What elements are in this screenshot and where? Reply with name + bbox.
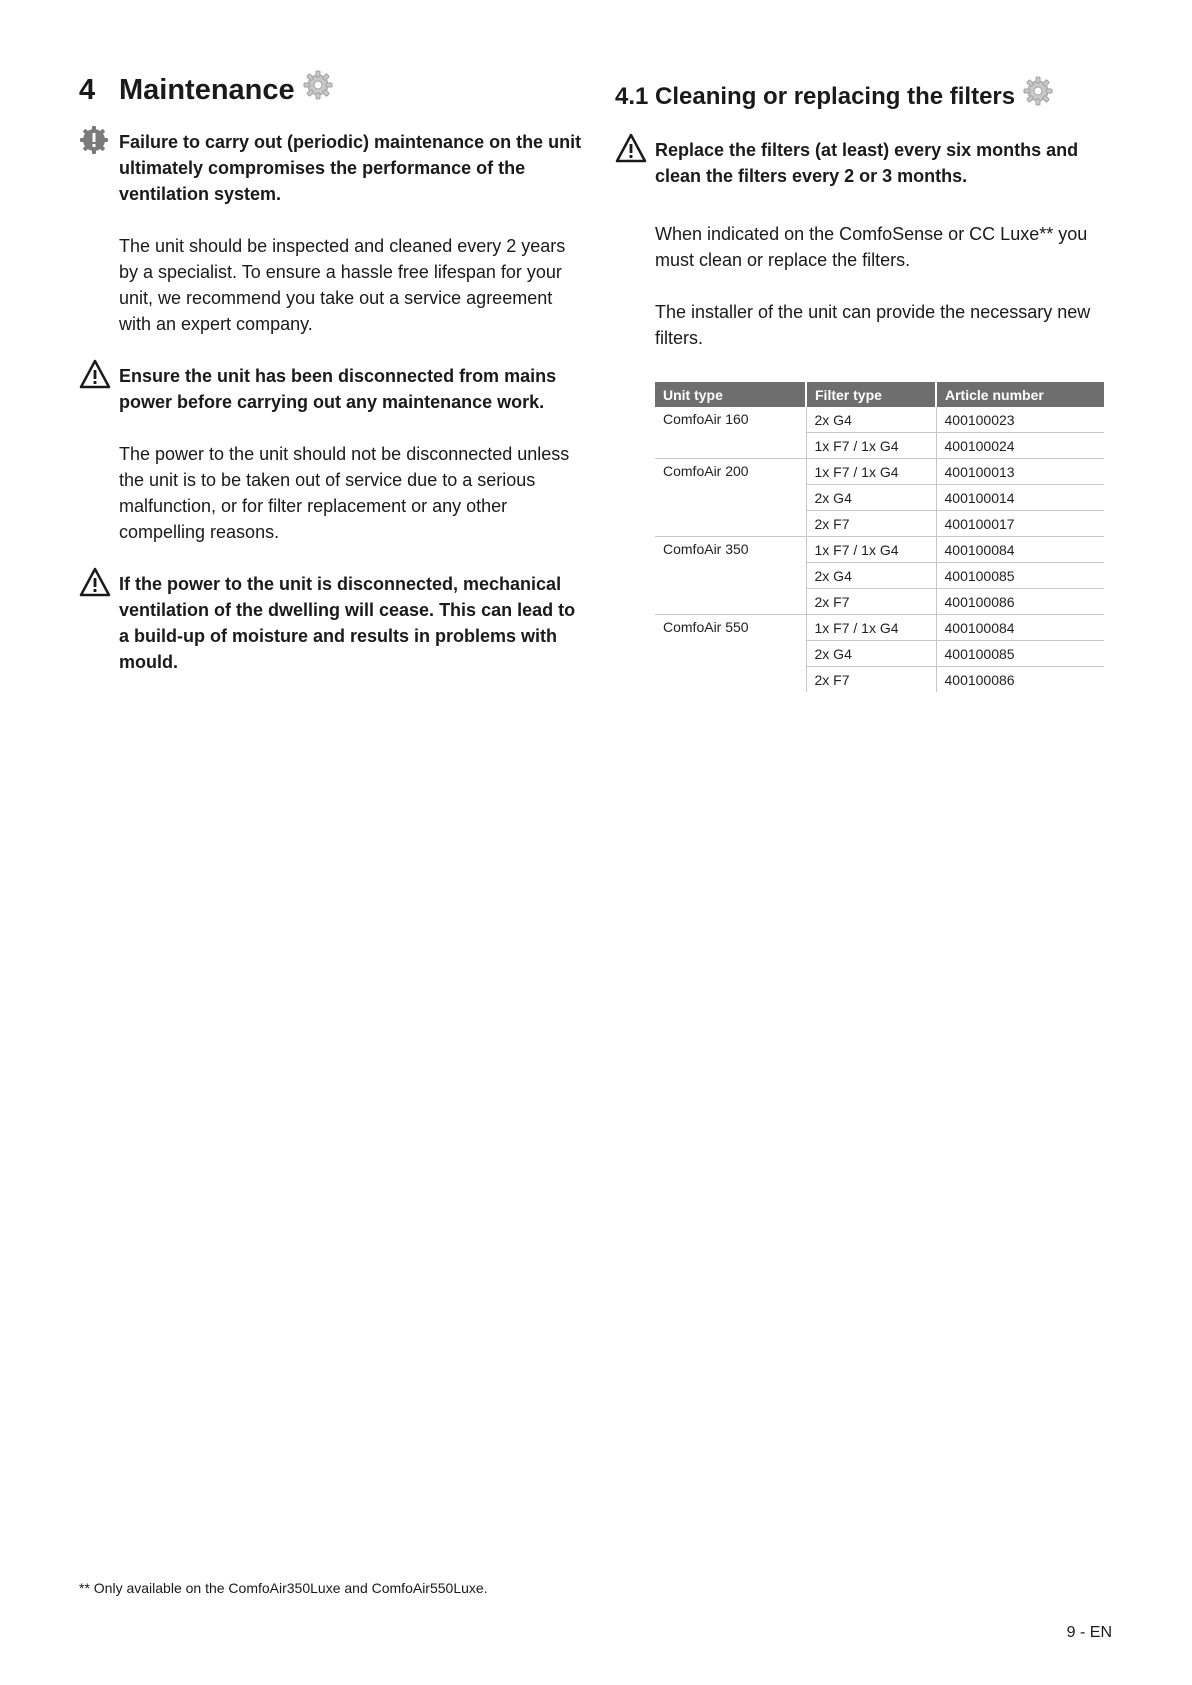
header-unit-type: Unit type (655, 382, 806, 407)
warning-triangle-icon (615, 133, 647, 170)
cell-unit-type: ComfoAir 350 (655, 537, 806, 615)
cell-filter-type: 1x F7 / 1x G4 (806, 459, 936, 485)
section-number: 4 (79, 74, 96, 106)
page-number: 9 - EN (1066, 1624, 1112, 1641)
cell-filter-type: 2x G4 (806, 641, 936, 667)
disconnect-warning (79, 363, 584, 415)
header-filter-type: Filter type (806, 382, 936, 407)
cell-filter-type: 1x F7 / 1x G4 (806, 537, 936, 563)
gear-icon (1023, 76, 1053, 117)
cell-article-number: 400100086 (936, 589, 1104, 615)
cell-unit-type: ComfoAir 200 (655, 459, 806, 537)
right-column (615, 76, 1115, 692)
cell-filter-type: 2x F7 (806, 511, 936, 537)
filter-table (655, 382, 1104, 692)
subsection-title: 4.1 Cleaning or replacing the filters (615, 82, 1016, 110)
cell-article-number: 400100017 (936, 511, 1104, 537)
warning-triangle-icon (79, 567, 111, 604)
maintenance-notice (79, 129, 584, 207)
section-title: Maintenance (119, 74, 295, 106)
installer-text: The installer of the unit can provide the necessary new filters. (655, 302, 1091, 348)
cell-filter-type: 2x G4 (806, 407, 936, 433)
indicator-text: When indicated on the ComfoSense or CC Luxe** you must clean or replace the filters. (655, 224, 1088, 270)
cell-article-number: 400100024 (936, 433, 1104, 459)
disconnect-warning-text: Ensure the unit has been disconnected from mains power before carrying out any maintenance work. (119, 366, 557, 412)
cell-filter-type: 2x F7 (806, 589, 936, 615)
cell-filter-type: 2x F7 (806, 667, 936, 693)
table-row (655, 459, 1104, 485)
filter-warning-text: Replace the filters (at least) every six months and clean the filters every 2 or 3 months. (655, 140, 1079, 186)
cell-article-number: 400100085 (936, 641, 1104, 667)
inspection-paragraph (79, 233, 584, 337)
cell-article-number: 400100084 (936, 615, 1104, 641)
filter-warning (615, 137, 1115, 189)
indicator-paragraph (615, 221, 1115, 273)
cell-article-number: 400100023 (936, 407, 1104, 433)
cell-filter-type: 1x F7 / 1x G4 (806, 433, 936, 459)
section-heading (79, 70, 584, 110)
cell-article-number: 400100086 (944, 671, 1015, 688)
installer-paragraph (615, 299, 1115, 351)
header-article-number: Article number (936, 382, 1104, 407)
power-paragraph (79, 441, 584, 545)
exclamation-gear-icon (79, 125, 109, 162)
power-off-warning (79, 571, 584, 675)
table-row (655, 615, 1104, 641)
cell-article-number: 400100013 (936, 459, 1104, 485)
table-header-row (655, 382, 1104, 407)
cell-unit-type: ComfoAir 160 (655, 407, 806, 459)
subsection-heading (615, 76, 1115, 117)
cell-filter-type: 2x G4 (806, 485, 936, 511)
cell-article-number: 400100084 (936, 537, 1104, 563)
cell-article-number: 400100085 (936, 563, 1104, 589)
cell-filter-type: 1x F7 / 1x G4 (806, 615, 936, 641)
cell-unit-type: ComfoAir 550 (655, 615, 806, 693)
table-row (655, 537, 1104, 563)
inspection-text: The unit should be inspected and cleaned every 2 years by a specialist. To ensure a hassle free lifespan for your unit, we recommend you take out a service agreement with an expert company. (119, 236, 566, 334)
cell-article-number: 400100014 (936, 485, 1104, 511)
power-off-warning-text: If the power to the unit is disconnected, mechanical ventilation of the dwelling will cease. This can lead to a build-up of moisture and results in problems with mould. (119, 574, 576, 672)
cell-filter-type: 2x G4 (806, 563, 936, 589)
gear-icon (303, 70, 333, 110)
footnote: ** Only available on the ComfoAir350Luxe and ComfoAir550Luxe. (79, 1580, 488, 1596)
power-text: The power to the unit should not be disconnected unless the unit is to be taken out of service due to a serious malfunction, or for filter replacement or any other compelling reasons. (119, 444, 570, 542)
maintenance-notice-text: Failure to carry out (periodic) maintenance on the unit ultimately compromises the performance of the ventilation system. (119, 132, 582, 204)
table-row (655, 407, 1104, 433)
warning-triangle-icon (79, 359, 111, 396)
left-column (79, 70, 584, 675)
